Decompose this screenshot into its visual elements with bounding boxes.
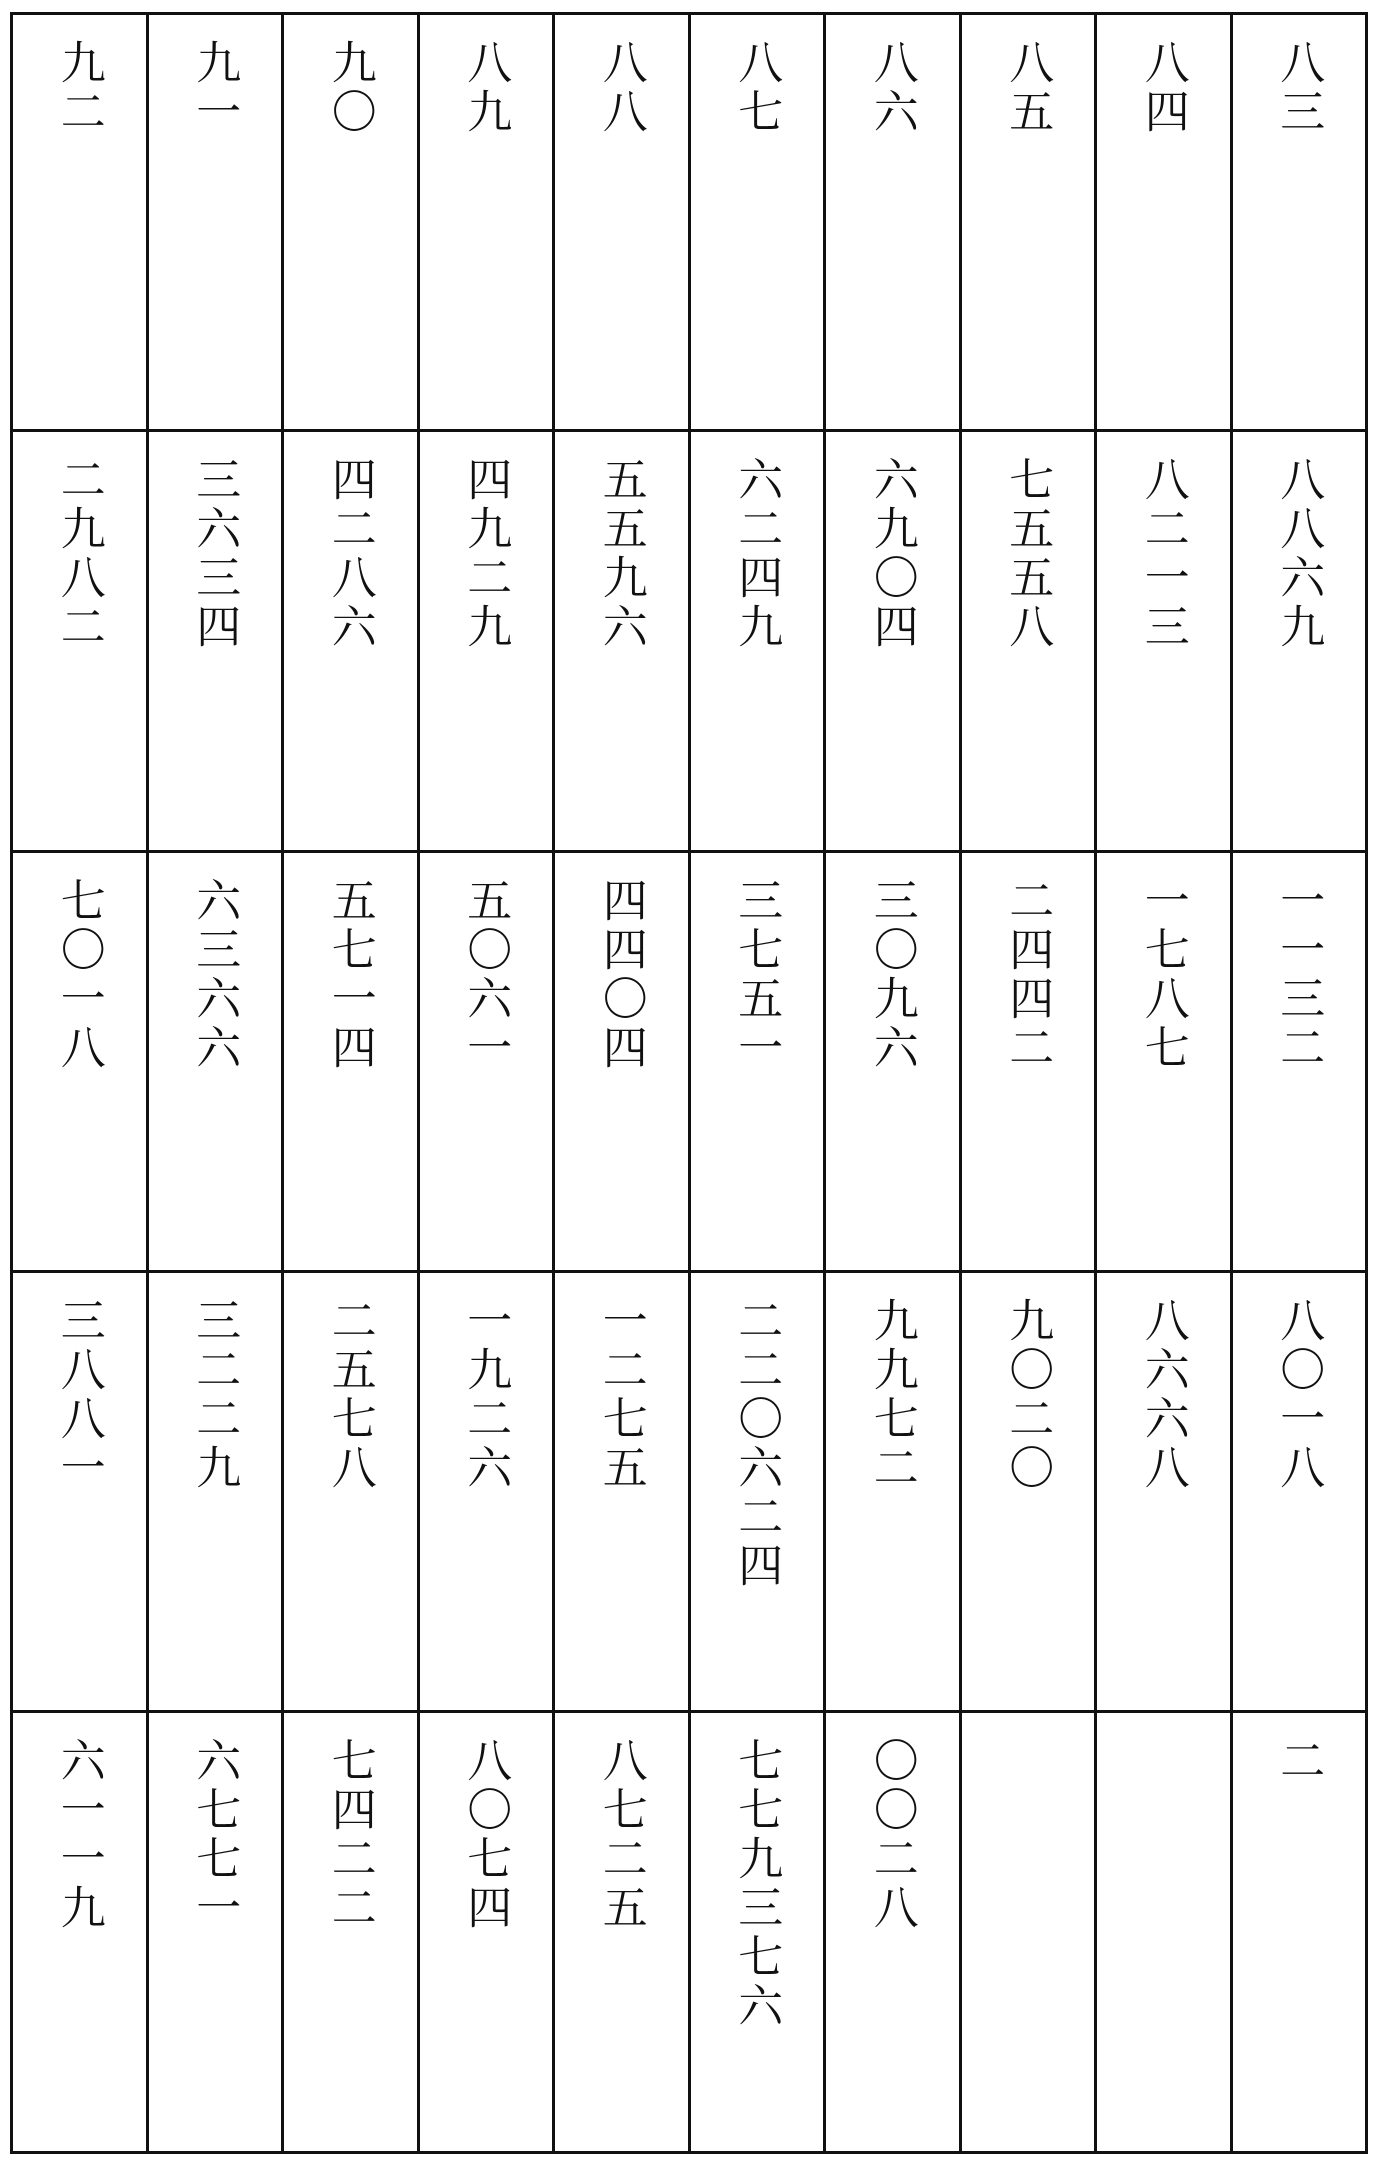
table-cell xyxy=(689,851,825,1271)
cell-numeral-text: 九九七二 xyxy=(865,1296,919,1493)
cell-numeral-text: 二九八二 xyxy=(52,456,106,653)
cell-numeral-text: 二五七八 xyxy=(323,1296,377,1493)
table-cell xyxy=(12,14,148,431)
table-cell xyxy=(554,1712,690,2153)
cell-numeral-text: 〇〇二八 xyxy=(865,1737,919,1934)
cell-numeral-text: 五七一四 xyxy=(323,876,377,1073)
cell-numeral-text: 六一一九 xyxy=(52,1737,106,1934)
cell-numeral-text: 五〇六一 xyxy=(459,876,513,1073)
table-cell xyxy=(1096,1271,1232,1712)
table-cell xyxy=(960,851,1096,1271)
cell-numeral-text: 五五九六 xyxy=(594,456,648,653)
table-cell xyxy=(283,1712,419,2153)
table-cell xyxy=(418,1712,554,2153)
table-row xyxy=(12,14,1367,431)
cell-numeral-text: 三〇九六 xyxy=(865,876,919,1073)
cell-numeral-text: 一二七五 xyxy=(594,1296,648,1493)
table-cell xyxy=(689,1712,825,2153)
cell-numeral-text: 八〇七四 xyxy=(459,1737,513,1934)
cell-numeral-text: 九〇 xyxy=(323,39,377,137)
cell-numeral-text: 四四〇四 xyxy=(594,876,648,1073)
cell-numeral-text: 六九〇四 xyxy=(865,456,919,653)
cell-numeral-text: 八五 xyxy=(1001,39,1055,137)
cell-numeral-text: 八八 xyxy=(594,39,648,137)
table-cell xyxy=(960,14,1096,431)
table-cell xyxy=(147,1271,283,1712)
table-cell xyxy=(1231,14,1367,431)
cell-numeral-text: 四九二九 xyxy=(459,456,513,653)
cell-numeral-text: 六三六六 xyxy=(188,876,242,1073)
table-cell xyxy=(960,1271,1096,1712)
cell-numeral-text: 三六三四 xyxy=(188,456,242,653)
table-cell xyxy=(554,1271,690,1712)
table-cell xyxy=(1231,1271,1367,1712)
cell-numeral-text: 一一三二 xyxy=(1272,876,1326,1073)
cell-numeral-text: 三八八一 xyxy=(52,1296,106,1493)
cell-numeral-text: 二 xyxy=(1272,1737,1326,1787)
table-row xyxy=(12,1271,1367,1712)
cell-numeral-text: 八七 xyxy=(730,39,784,137)
cell-numeral-text: 七七九三七六 xyxy=(730,1737,784,2032)
cell-numeral-text: 六七七一 xyxy=(188,1737,242,1934)
cell-numeral-text: 九二 xyxy=(52,39,106,137)
table-cell xyxy=(554,431,690,851)
table-cell xyxy=(554,851,690,1271)
table-cell xyxy=(12,851,148,1271)
table-cell xyxy=(1096,431,1232,851)
table-cell xyxy=(825,1271,961,1712)
table-body xyxy=(12,14,1367,2153)
table-cell xyxy=(418,431,554,851)
table-cell xyxy=(1096,851,1232,1271)
table-cell xyxy=(418,1271,554,1712)
cell-numeral-text: 八三 xyxy=(1272,39,1326,137)
numeral-table xyxy=(10,12,1368,2154)
table-cell xyxy=(554,14,690,431)
table-cell xyxy=(825,851,961,1271)
cell-numeral-text: 一九二六 xyxy=(459,1296,513,1493)
cell-numeral-text: 九〇二〇 xyxy=(1001,1296,1055,1493)
cell-numeral-text: 九一 xyxy=(188,39,242,137)
table-cell xyxy=(283,431,419,851)
table-cell xyxy=(825,431,961,851)
table-row xyxy=(12,1712,1367,2153)
table-row xyxy=(12,851,1367,1271)
cell-numeral-text: 八九 xyxy=(459,39,513,137)
cell-numeral-text: 七〇一八 xyxy=(52,876,106,1073)
cell-numeral-text: 三七五一 xyxy=(730,876,784,1073)
cell-numeral-text: 八六六八 xyxy=(1136,1296,1190,1493)
table-cell xyxy=(960,431,1096,851)
table-cell xyxy=(12,431,148,851)
cell-numeral-text: 八〇一八 xyxy=(1272,1296,1326,1493)
cell-numeral-text: 八八六九 xyxy=(1272,456,1326,653)
table-cell xyxy=(147,14,283,431)
cell-numeral-text: 八四 xyxy=(1136,39,1190,137)
table-cell xyxy=(1231,431,1367,851)
table-cell xyxy=(418,14,554,431)
table-cell xyxy=(12,1712,148,2153)
cell-numeral-text: 七四二二 xyxy=(323,1737,377,1934)
table-cell xyxy=(147,1712,283,2153)
cell-numeral-text: 六二四九 xyxy=(730,456,784,653)
cell-numeral-text: 七五五八 xyxy=(1001,456,1055,653)
table-cell xyxy=(960,1712,1096,2153)
table-cell xyxy=(1231,851,1367,1271)
cell-numeral-text: 一七八七 xyxy=(1136,876,1190,1073)
cell-numeral-text: 二二〇六二四 xyxy=(730,1296,784,1591)
cell-numeral-text: 八二一三 xyxy=(1136,456,1190,653)
table-cell xyxy=(283,14,419,431)
table-cell xyxy=(147,431,283,851)
cell-numeral-text: 八七二五 xyxy=(594,1737,648,1934)
table-row xyxy=(12,431,1367,851)
table-cell xyxy=(418,851,554,1271)
table-cell xyxy=(283,1271,419,1712)
cell-numeral-text: 三二二九 xyxy=(188,1296,242,1493)
table-cell xyxy=(147,851,283,1271)
table-cell xyxy=(1096,14,1232,431)
table-cell xyxy=(825,14,961,431)
cell-numeral-text: 二四四二 xyxy=(1001,876,1055,1073)
table-cell xyxy=(283,851,419,1271)
table-cell xyxy=(1096,1712,1232,2153)
table-cell xyxy=(689,14,825,431)
table-cell xyxy=(689,431,825,851)
cell-numeral-text: 八六 xyxy=(865,39,919,137)
table-cell xyxy=(12,1271,148,1712)
table-cell xyxy=(825,1712,961,2153)
cell-numeral-text: 四二八六 xyxy=(323,456,377,653)
table-cell xyxy=(1231,1712,1367,2153)
table-cell xyxy=(689,1271,825,1712)
